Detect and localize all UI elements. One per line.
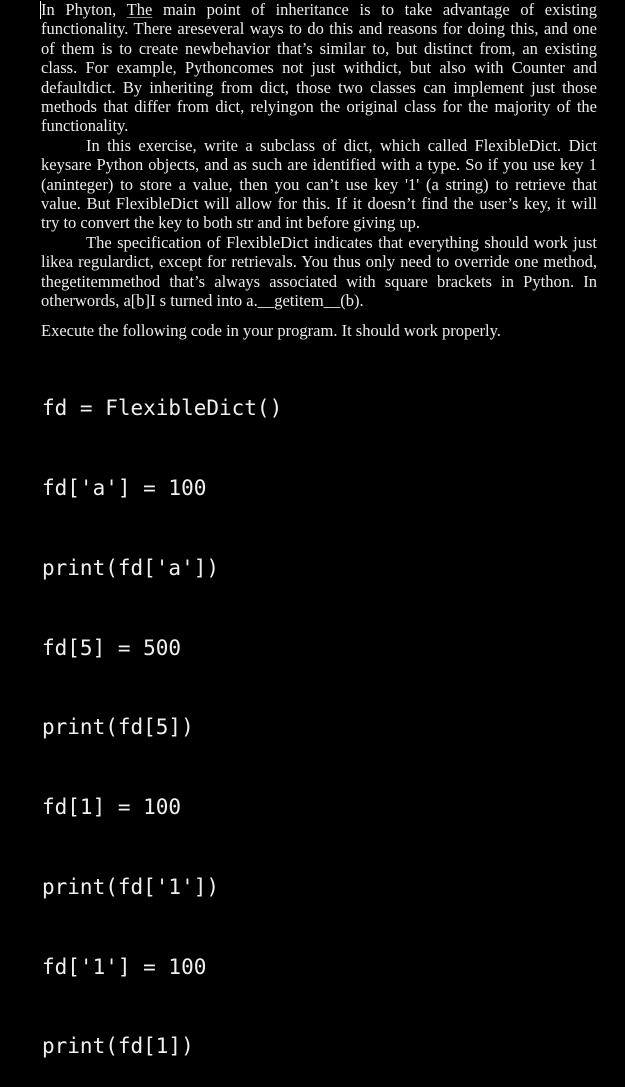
intro-rest: main point of inheritance is to take advantage of existing functionality. There areseveral ways to do this and reasons for doing this, and one of them is to create newbehavior that’s similar to, but distinct from, an existing class. For example, Pythoncomes not just withdict, but also with Counter and defaultdict. By inheriting from dict, those two classes can implement just those methods that differ from dict, relyingon the original class for the majority of the functionality. bbox=[41, 0, 597, 136]
code-line: print(fd[1]) bbox=[42, 1034, 194, 1059]
code-line: print(fd['a']) bbox=[42, 555, 220, 580]
code-line: fd[1] = 100 bbox=[42, 795, 182, 820]
underlined-word: The bbox=[126, 0, 153, 19]
document-body bbox=[41, 0, 597, 311]
code-line: fd = FlexibleDict() bbox=[42, 396, 283, 421]
code-line: fd['a'] = 100 bbox=[42, 475, 207, 500]
paragraph-exercise: In this exercise, write a subclass of dict, which called FlexibleDict. Dict keysare Python objects, and as such are identified with a type. So if you use key 1 (aninteger) to store a value, then you can’t use key '1' (a string) to retrieve that value. But FlexibleDict will allow for this. If it doesn’t find the user’s key, it will try to convert the key to both str and int before giving up. bbox=[41, 135, 597, 233]
instruction-line: Execute the following code in your program. It should work properly. bbox=[41, 321, 501, 340]
code-line: print(fd[5]) bbox=[42, 715, 194, 740]
paragraph-intro bbox=[41, 0, 597, 136]
intro-lead: In Phyton, bbox=[41, 0, 127, 19]
code-block bbox=[42, 342, 282, 1087]
code-line: fd[5] = 500 bbox=[42, 635, 182, 660]
code-line: fd['1'] = 100 bbox=[42, 954, 207, 979]
code-line: print(fd['1']) bbox=[42, 874, 220, 899]
paragraph-specification: The specification of FlexibleDict indicates that everything should work just likea regulardict, except for retrievals. You thus only need to override one method, thegetitemmethod that’s always associated with square brackets in Python. In otherwords, a[b]I s turned into a.__getitem__(b). bbox=[41, 232, 597, 311]
